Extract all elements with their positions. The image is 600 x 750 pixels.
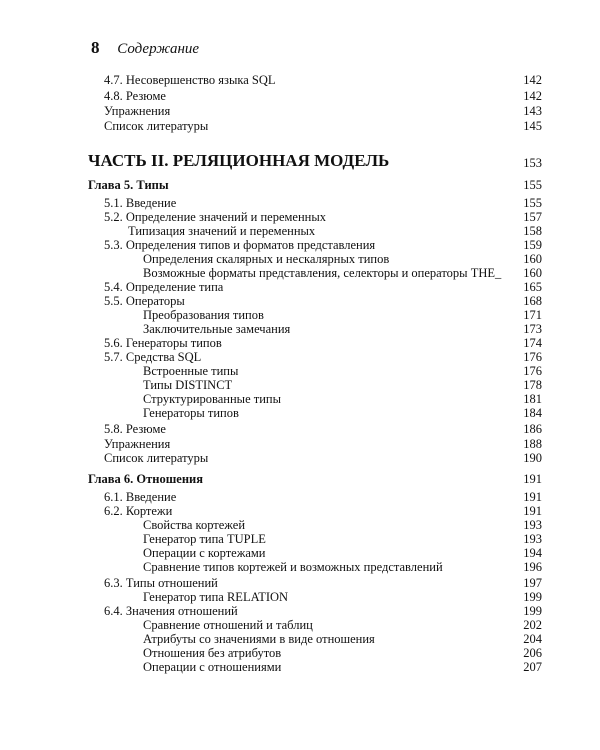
toc-entry-page: 207	[523, 660, 542, 674]
toc-entry-page: 199	[523, 590, 542, 604]
toc-entry-page: 191	[523, 504, 542, 518]
toc-entry-page: 160	[523, 252, 542, 266]
toc-entry-page: 202	[523, 618, 542, 632]
toc-entry-text: 5.4. Определение типа	[104, 280, 224, 294]
toc-entry-text: Генератор типа TUPLE	[143, 532, 266, 546]
toc-entry-page: 181	[523, 392, 542, 406]
toc-entry-text: Возможные форматы представления, селекторы и операторы THE_	[143, 266, 502, 280]
toc-entry-text: Преобразования типов	[143, 308, 264, 322]
page-number: 8	[91, 38, 100, 57]
toc-entry-page: 168	[523, 294, 542, 308]
toc-entry-text: Типизация значений и переменных	[128, 224, 316, 238]
toc-entry-page: 191	[523, 490, 542, 504]
running-title: Содержание	[117, 41, 200, 57]
toc-entry-page: 145	[523, 119, 542, 133]
toc-entry-text: Список литературы	[104, 451, 209, 465]
toc-entry-text: 5.3. Определения типов и форматов представления	[104, 238, 376, 252]
toc-entry-page: 158	[523, 224, 542, 238]
toc-entry-text: Отношения без атрибутов	[143, 646, 282, 660]
toc-entry-text: Операции с отношениями	[143, 660, 282, 674]
toc-entry-page: 194	[523, 546, 542, 560]
toc-entry-text: Сравнение типов кортежей и возможных представлений	[143, 560, 443, 574]
toc-entry-page: 143	[523, 104, 542, 118]
toc-entry-page: 191	[523, 472, 542, 486]
toc-entry-text: 4.7. Несовершенство языка SQL	[104, 73, 276, 87]
toc-entry-page: 186	[523, 422, 542, 436]
toc-entry-page: 142	[523, 89, 542, 103]
toc-entry-text: Свойства кортежей	[143, 518, 246, 532]
toc-entry-page: 178	[523, 378, 542, 392]
toc-entry-text: 5.6. Генераторы типов	[104, 336, 222, 350]
toc-entry-page: 204	[523, 632, 542, 646]
running-header	[91, 38, 199, 58]
toc-entry-text: Сравнение отношений и таблиц	[143, 618, 313, 632]
toc-entry-page: 184	[523, 406, 542, 420]
toc-entry-page: 176	[523, 364, 542, 378]
toc-entry-page: 171	[523, 308, 542, 322]
toc-entry-text: Определения скалярных и нескалярных типов	[143, 252, 390, 266]
toc-entry-text: Структурированные типы	[143, 392, 281, 406]
toc-entry-text: 5.7. Средства SQL	[104, 350, 202, 364]
toc-entry-page: 173	[523, 322, 542, 336]
toc-entry-text: Встроенные типы	[143, 364, 239, 378]
toc-entry-text: Атрибуты со значениями в виде отношения	[143, 632, 375, 646]
toc-entry-page: 196	[523, 560, 542, 574]
toc-entry-text: 5.8. Резюме	[104, 422, 166, 436]
toc-entry-text: ЧАСТЬ II. РЕЛЯЦИОННАЯ МОДЕЛЬ	[88, 151, 390, 170]
toc-entry-page: 155	[523, 178, 542, 192]
toc-entry-page: 155	[523, 196, 542, 210]
toc-entry-page: 157	[523, 210, 542, 224]
toc-entry-page: 206	[523, 646, 542, 660]
toc-entry-text: Глава 6. Отношения	[88, 472, 204, 486]
toc-entry-page: 160	[523, 266, 542, 280]
toc-entry-text: Генераторы типов	[143, 406, 239, 420]
toc-entry-page: 188	[523, 437, 542, 451]
toc-entry-page: 159	[523, 238, 542, 252]
toc-entry-text: 6.2. Кортежи	[104, 504, 173, 518]
toc-entry-page: 190	[523, 451, 542, 465]
toc-entry-text: Заключительные замечания	[143, 322, 291, 336]
toc-entry-text: Операции с кортежами	[143, 546, 266, 560]
toc-entry-page: 165	[523, 280, 542, 294]
toc-entry-page: 193	[523, 532, 542, 546]
toc-entry-page: 153	[523, 156, 542, 170]
toc-entry-text: 5.1. Введение	[104, 196, 177, 210]
toc-entry-text: 6.1. Введение	[104, 490, 177, 504]
toc-entry-page: 142	[523, 73, 542, 87]
toc-entry-text: 6.4. Значения отношений	[104, 604, 238, 618]
toc-entry-page: 176	[523, 350, 542, 364]
toc-entry-text: Глава 5. Типы	[88, 178, 169, 192]
toc-entry-text: Упражнения	[104, 104, 171, 118]
toc-entry-text: 5.5. Операторы	[104, 294, 185, 308]
toc-entry-page: 199	[523, 604, 542, 618]
toc-entry-page: 174	[523, 336, 542, 350]
toc-entry-text: 4.8. Резюме	[104, 89, 166, 103]
toc-entry-page: 193	[523, 518, 542, 532]
toc-entry-text: Список литературы	[104, 119, 209, 133]
toc-entry-text: 5.2. Определение значений и переменных	[104, 210, 327, 224]
toc-entry-page: 197	[523, 576, 542, 590]
toc-entry-text: Упражнения	[104, 437, 171, 451]
toc-entry-text: Генератор типа RELATION	[143, 590, 289, 604]
toc-entry-text: 6.3. Типы отношений	[104, 576, 218, 590]
toc-entry-text: Типы DISTINCT	[143, 378, 233, 392]
